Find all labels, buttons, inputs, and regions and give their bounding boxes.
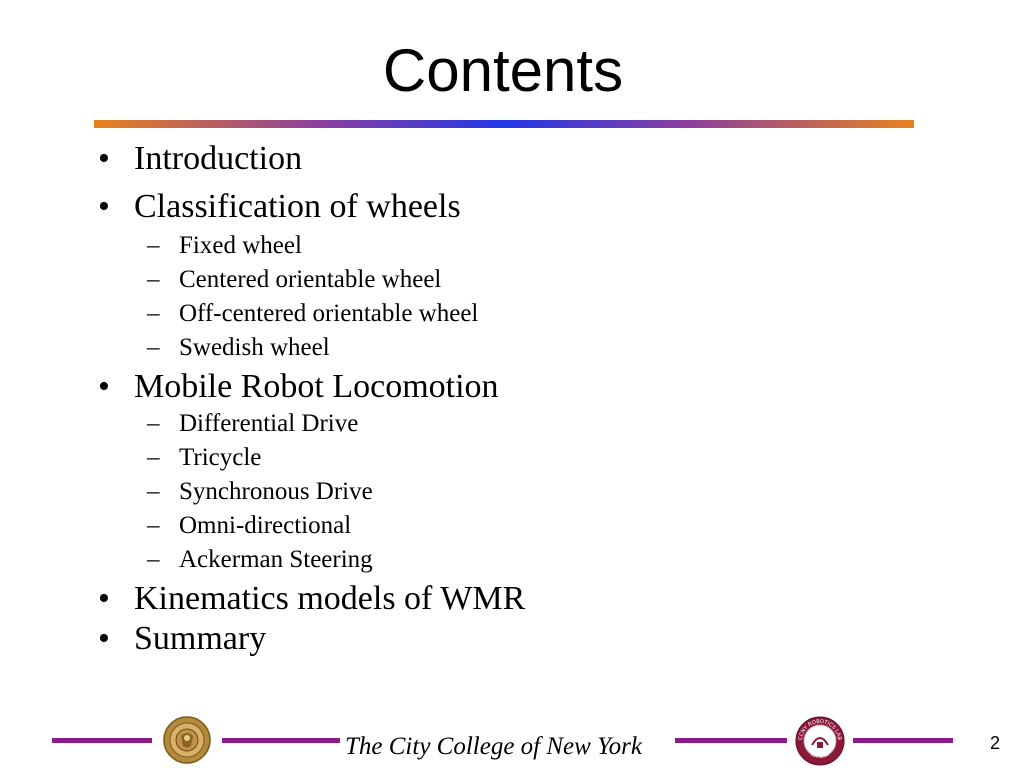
outline-subitem xyxy=(147,231,302,261)
slide-title: Contents xyxy=(382,37,624,104)
outline-subitem-label: Ackerman Steering xyxy=(179,546,373,573)
outline-item xyxy=(98,187,461,227)
outline-subitem-label: Swedish wheel xyxy=(179,334,330,361)
outline-subitem xyxy=(147,443,262,473)
footer-rule-center-left xyxy=(222,738,340,743)
outline-subitem xyxy=(147,265,442,295)
outline-item xyxy=(98,139,303,179)
outline-subitem xyxy=(147,545,373,575)
outline-item xyxy=(98,619,267,659)
outline-item-label: Mobile Robot Locomotion xyxy=(134,368,499,405)
footer-rule-right xyxy=(853,738,953,743)
bullet-marker: • xyxy=(98,580,110,617)
bullet-marker: • xyxy=(98,620,110,657)
page-number: 2 xyxy=(990,733,1001,753)
dash-marker: – xyxy=(147,232,160,259)
outline-subitem xyxy=(147,477,373,507)
outline-item-label: Summary xyxy=(134,620,267,657)
outline-subitem xyxy=(147,409,359,439)
outline-item xyxy=(98,579,526,619)
outline-subitem-label: Omni-directional xyxy=(179,512,352,539)
outline-item xyxy=(98,367,499,407)
outline-subitem-label: Off-centered orientable wheel xyxy=(179,300,479,327)
dash-marker: – xyxy=(147,444,160,471)
footer-rule-left xyxy=(52,738,152,743)
dash-marker: – xyxy=(147,334,160,361)
bullet-marker: • xyxy=(98,188,110,225)
outline-item-label: Kinematics models of WMR xyxy=(134,580,526,617)
dash-marker: – xyxy=(147,546,160,573)
outline-subitem xyxy=(147,299,479,329)
outline-item-label: Introduction xyxy=(134,140,303,177)
dash-marker: – xyxy=(147,266,160,293)
college-seal-icon xyxy=(163,716,211,764)
dash-marker: – xyxy=(147,512,160,539)
bullet-marker: • xyxy=(98,368,110,405)
outline-subitem-label: Fixed wheel xyxy=(179,232,302,259)
bullet-marker: • xyxy=(98,140,110,177)
seal-year: EST. 2008 xyxy=(809,751,831,760)
outline-subitem-label: Differential Drive xyxy=(179,410,359,437)
footer-rule-center-right xyxy=(675,738,787,743)
outline-item-label: Classification of wheels xyxy=(134,188,461,225)
outline-subitem xyxy=(147,333,330,363)
outline-subitem-label: Synchronous Drive xyxy=(179,478,373,505)
outline-subitem-label: Tricycle xyxy=(179,444,262,471)
robotics-lab-seal-icon xyxy=(795,716,845,766)
dash-marker: – xyxy=(147,410,160,437)
dash-marker: – xyxy=(147,300,160,327)
outline-subitem xyxy=(147,511,352,541)
institution-name: The City College of New York xyxy=(345,733,642,760)
outline-subitem-label: Centered orientable wheel xyxy=(179,266,442,293)
dash-marker: – xyxy=(147,478,160,505)
seal-label: CCNY ROBOTICS LAB xyxy=(797,718,843,741)
